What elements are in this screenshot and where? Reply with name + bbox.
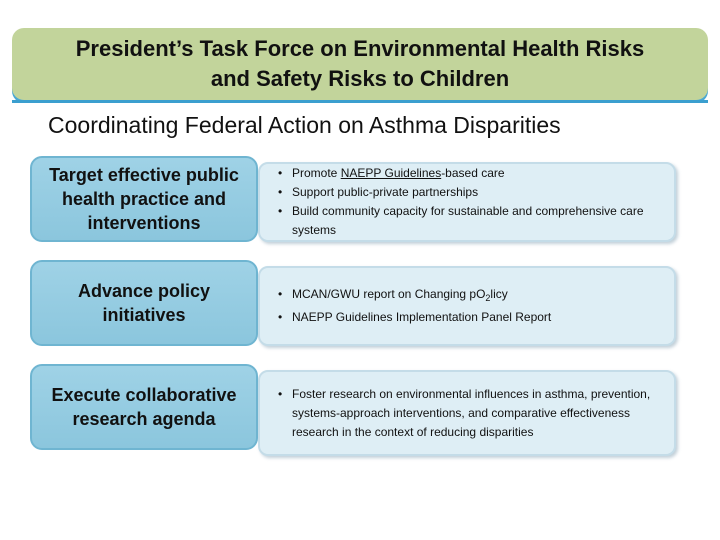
- bullet-item: [278, 202, 664, 240]
- bullet-item: [278, 164, 664, 183]
- bullet-text: Build community capacity for sustainable and comprehensive care systems: [292, 204, 644, 237]
- bullet-text-tail: licy: [490, 287, 508, 301]
- bullet-item: [278, 385, 664, 442]
- category-box-policy: [30, 260, 258, 346]
- bullet-text: Foster research on environmental influences in asthma, prevention, systems-approach interventions, and comparative effectiveness research in the context of reducing disparities: [292, 386, 651, 439]
- bullet-item: [278, 285, 664, 308]
- details-box-research: [258, 370, 676, 456]
- category-box-public-health: [30, 156, 258, 242]
- category-box-research: [30, 364, 258, 450]
- title-line-1: President’s Task Force on Environmental Health Risks: [75, 36, 645, 61]
- category-label: Advance policy initiatives: [77, 281, 211, 325]
- bullet-text-tail: -based care: [441, 166, 505, 180]
- bullet-dot: •: [278, 166, 283, 180]
- category-label: Target effective public health practice and interventions: [49, 165, 239, 233]
- naepp-guidelines-link-text: NAEPP Guidelines: [340, 166, 442, 180]
- bullet-item: [278, 308, 664, 327]
- bullet-text: MCAN/GWU report on Changing pO: [292, 287, 486, 301]
- bullet-text: Promote: [292, 166, 341, 180]
- details-box-policy: [258, 266, 676, 346]
- title-line-2: and Safety Risks to Children: [210, 66, 510, 91]
- page-subtitle: Coordinating Federal Action on Asthma Disparities: [48, 112, 561, 138]
- page-title: [12, 34, 708, 94]
- bullet-dot: •: [278, 310, 283, 324]
- subscript: 2: [485, 293, 491, 303]
- category-label: Execute collaborative research agenda: [51, 385, 237, 429]
- bullet-dot: •: [278, 386, 283, 401]
- bullet-dot: •: [278, 204, 283, 218]
- bullet-dot: •: [278, 185, 283, 199]
- details-box-public-health: [258, 162, 676, 242]
- bullet-text: NAEPP Guidelines Implementation Panel Report: [292, 310, 552, 324]
- header-accent-line: [12, 100, 708, 103]
- bullet-dot: •: [278, 287, 283, 301]
- bullet-item: [278, 183, 664, 202]
- bullet-text: Support public-private partnerships: [292, 185, 479, 199]
